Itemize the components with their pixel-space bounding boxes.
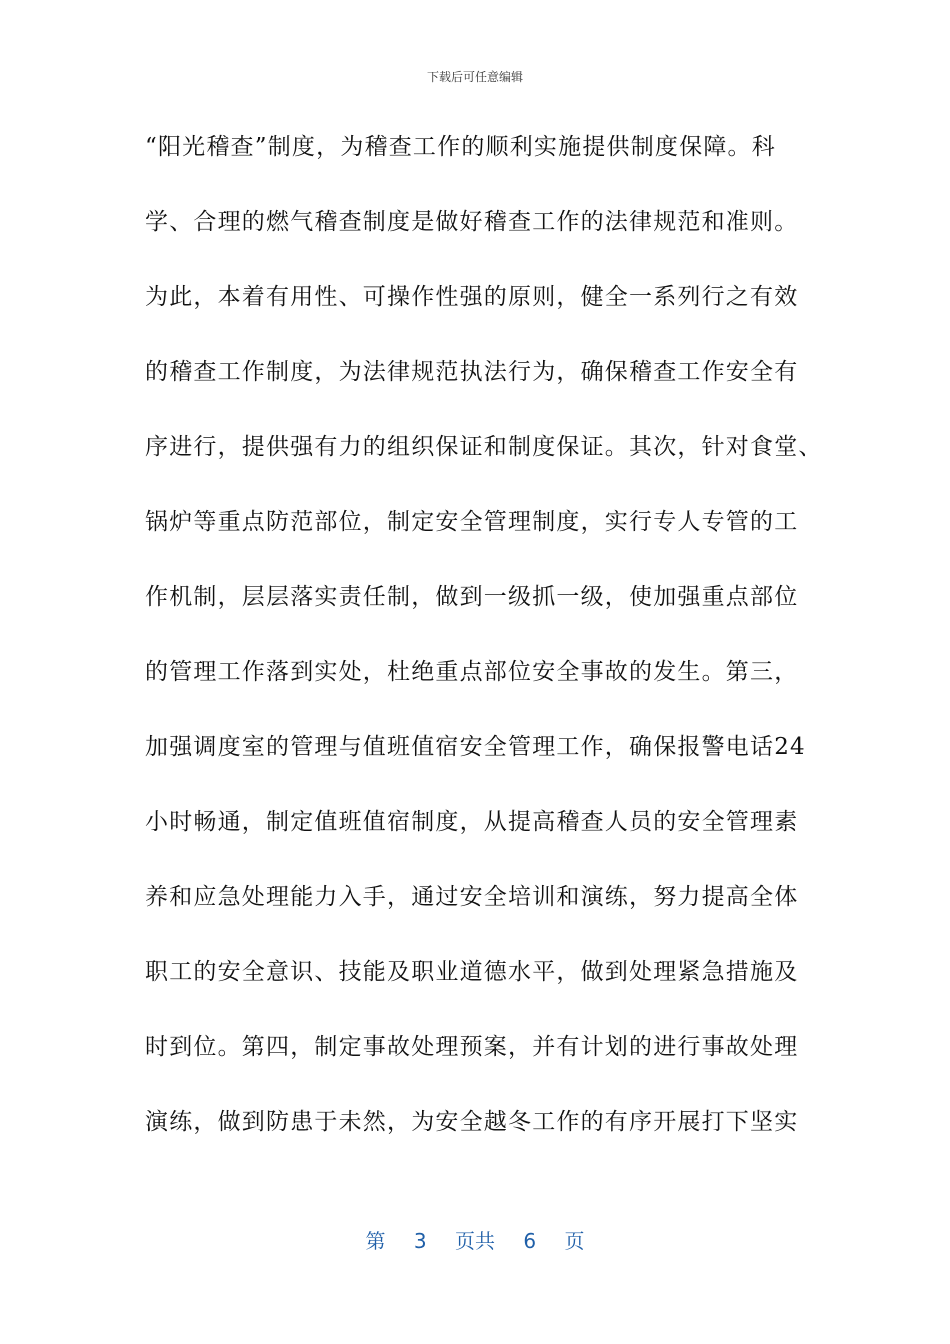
footer-middle: 页共 — [455, 1229, 495, 1253]
body-line: 学、合理的燃气稽查制度是做好稽查工作的法律规范和准则。 — [145, 209, 799, 235]
footer-current-page: 3 — [413, 1229, 427, 1253]
page-header: 下载后可任意编辑 — [426, 70, 523, 84]
document-body — [145, 128, 825, 1178]
body-line: 时到位。第四，制定事故处理预案，并有计划的进行事故处理 — [145, 1034, 799, 1060]
body-line: 演练，做到防患于未然，为安全越冬工作的有序开展打下坚实 — [145, 1109, 799, 1135]
body-line: 的稽查工作制度，为法律规范执法行为，确保稽查工作安全有 — [145, 359, 799, 385]
body-line: 职工的安全意识、技能及职业道德水平，做到处理紧急措施及 — [145, 959, 799, 985]
body-line: 加强调度室的管理与值班值宿安全管理工作，确保报警电话24 — [145, 734, 806, 760]
footer-suffix: 页 — [564, 1229, 585, 1253]
body-line: 作机制，层层落实责任制，做到一级抓一级，使加强重点部位 — [145, 584, 799, 610]
page-footer — [0, 1225, 950, 1254]
body-line: 序进行，提供强有力的组织保证和制度保证。其次，针对食堂、 — [145, 434, 823, 460]
body-line: 为此，本着有用性、可操作性强的原则，健全一系列行之有效 — [145, 284, 799, 310]
body-line: 锅炉等重点防范部位，制定安全管理制度，实行专人专管的工 — [145, 509, 799, 535]
body-line: “阳光稽查”制度，为稽查工作的顺利实施提供制度保障。科 — [145, 134, 776, 160]
body-line: 养和应急处理能力入手，通过安全培训和演练，努力提高全体 — [145, 884, 799, 910]
footer-prefix: 第 — [365, 1229, 386, 1253]
footer-total-pages: 6 — [523, 1229, 537, 1253]
body-line: 的管理工作落到实处，杜绝重点部位安全事故的发生。第三， — [145, 659, 799, 685]
body-line: 小时畅通，制定值班值宿制度，从提高稽查人员的安全管理素 — [145, 809, 799, 835]
